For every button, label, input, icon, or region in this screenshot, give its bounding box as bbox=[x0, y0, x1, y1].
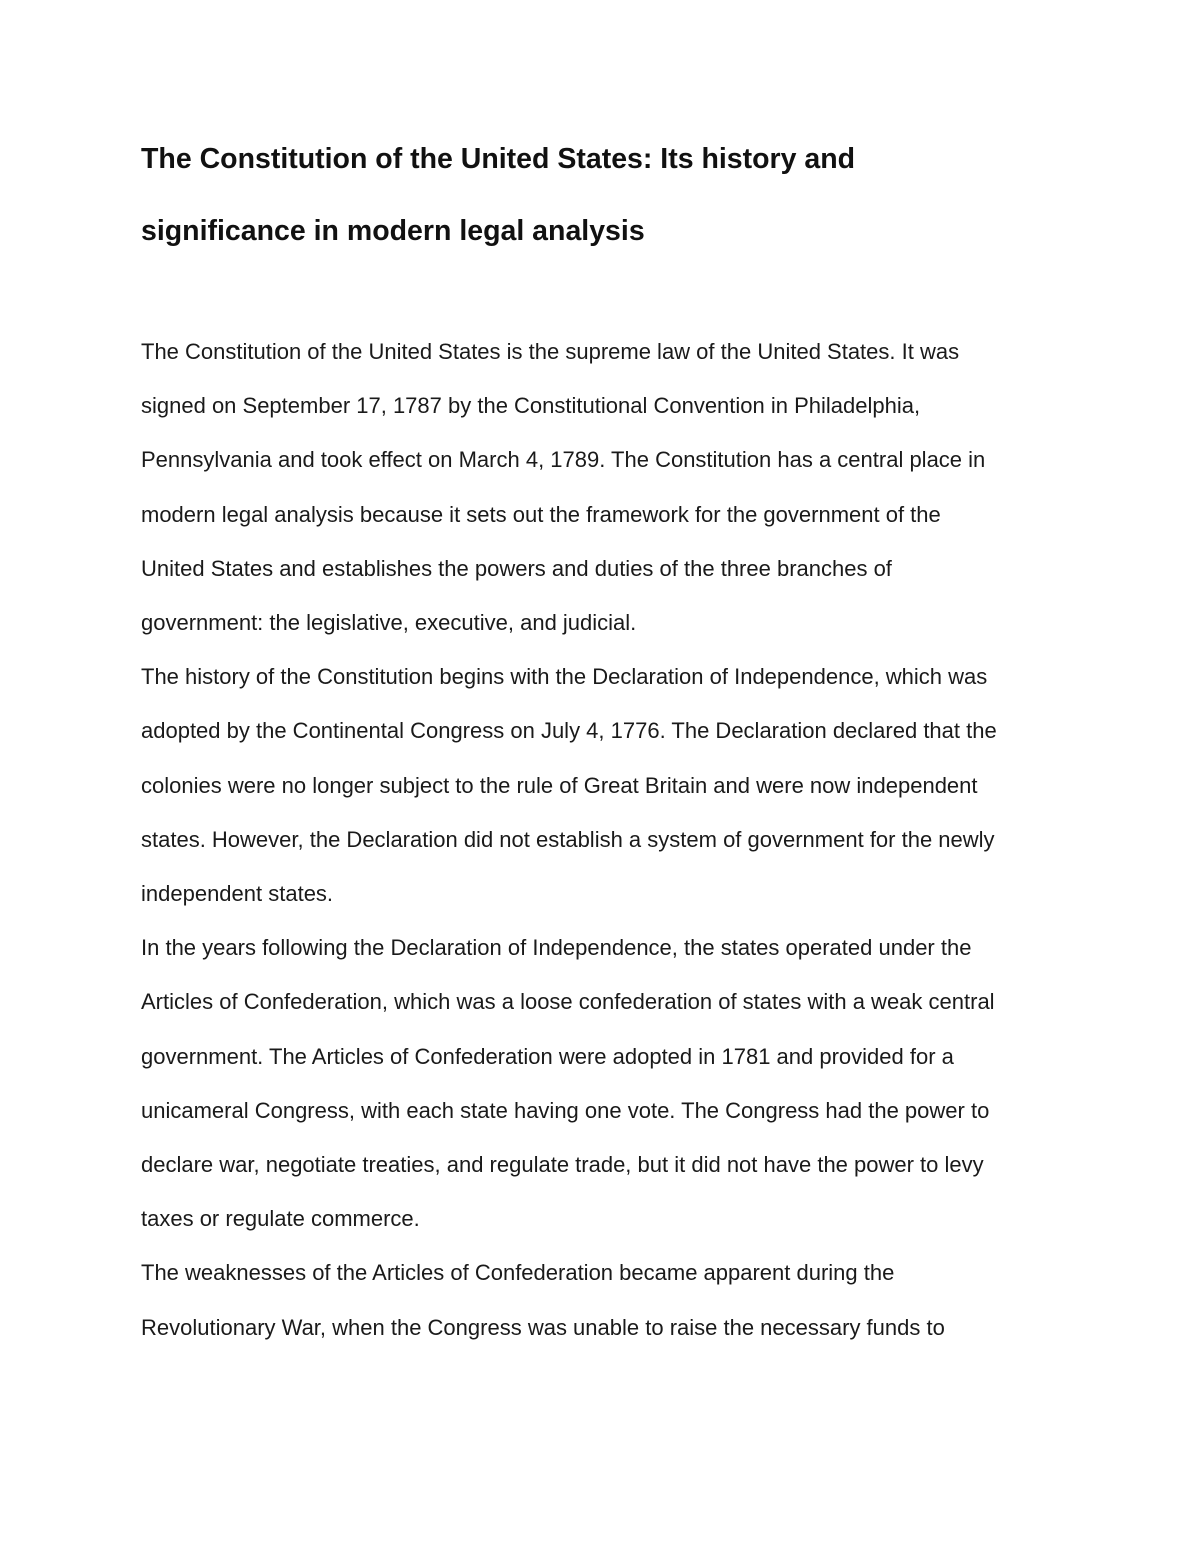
document-content bbox=[141, 123, 1071, 1355]
text-line: government: the legislative, executive, and judicial. bbox=[141, 610, 637, 636]
title-line: significance in modern legal analysis bbox=[141, 215, 645, 247]
text-line: Articles of Confederation, which was a loose confederation of states with a weak central bbox=[141, 989, 995, 1015]
paragraph-articles-of-confederation bbox=[141, 921, 1071, 1246]
text-line: declare war, negotiate treaties, and regulate trade, but it did not have the power to levy bbox=[141, 1152, 984, 1178]
text-line: Revolutionary War, when the Congress was unable to raise the necessary funds to bbox=[141, 1314, 945, 1340]
paragraph-declaration-history bbox=[141, 650, 1071, 921]
paragraph-weaknesses bbox=[141, 1246, 1071, 1354]
text-line: unicameral Congress, with each state having one vote. The Congress had the power to bbox=[141, 1097, 990, 1123]
text-line: states. However, the Declaration did not establish a system of government for the newly bbox=[141, 826, 995, 852]
text-line: The weaknesses of the Articles of Confederation became apparent during the bbox=[141, 1260, 895, 1286]
text-line: The Constitution of the United States is the supreme law of the United States. It was bbox=[141, 339, 960, 364]
document-title bbox=[141, 123, 1071, 267]
paragraph-constitution-intro bbox=[141, 325, 1071, 650]
text-line: signed on September 17, 1787 by the Constitutional Convention in Philadelphia, bbox=[141, 393, 921, 419]
text-line: United States and establishes the powers and duties of the three branches of bbox=[141, 555, 892, 581]
text-line: adopted by the Continental Congress on July 4, 1776. The Declaration declared that the bbox=[141, 718, 997, 744]
text-line: modern legal analysis because it sets out the framework for the government of the bbox=[141, 501, 941, 527]
title-line: The Constitution of the United States: Its history and bbox=[141, 143, 856, 175]
text-line: The history of the Constitution begins with the Declaration of Independence, which was bbox=[141, 664, 988, 690]
text-line: independent states. bbox=[141, 881, 334, 907]
text-line: In the years following the Declaration of Independence, the states operated under the bbox=[141, 935, 972, 961]
text-line: Pennsylvania and took effect on March 4, 1789. The Constitution has a central place in bbox=[141, 447, 986, 473]
text-line: taxes or regulate commerce. bbox=[141, 1206, 420, 1232]
document-body bbox=[141, 325, 1071, 1355]
text-line: government. The Articles of Confederation were adopted in 1781 and provided for a bbox=[141, 1043, 954, 1069]
text-line: colonies were no longer subject to the rule of Great Britain and were now independent bbox=[141, 772, 978, 798]
